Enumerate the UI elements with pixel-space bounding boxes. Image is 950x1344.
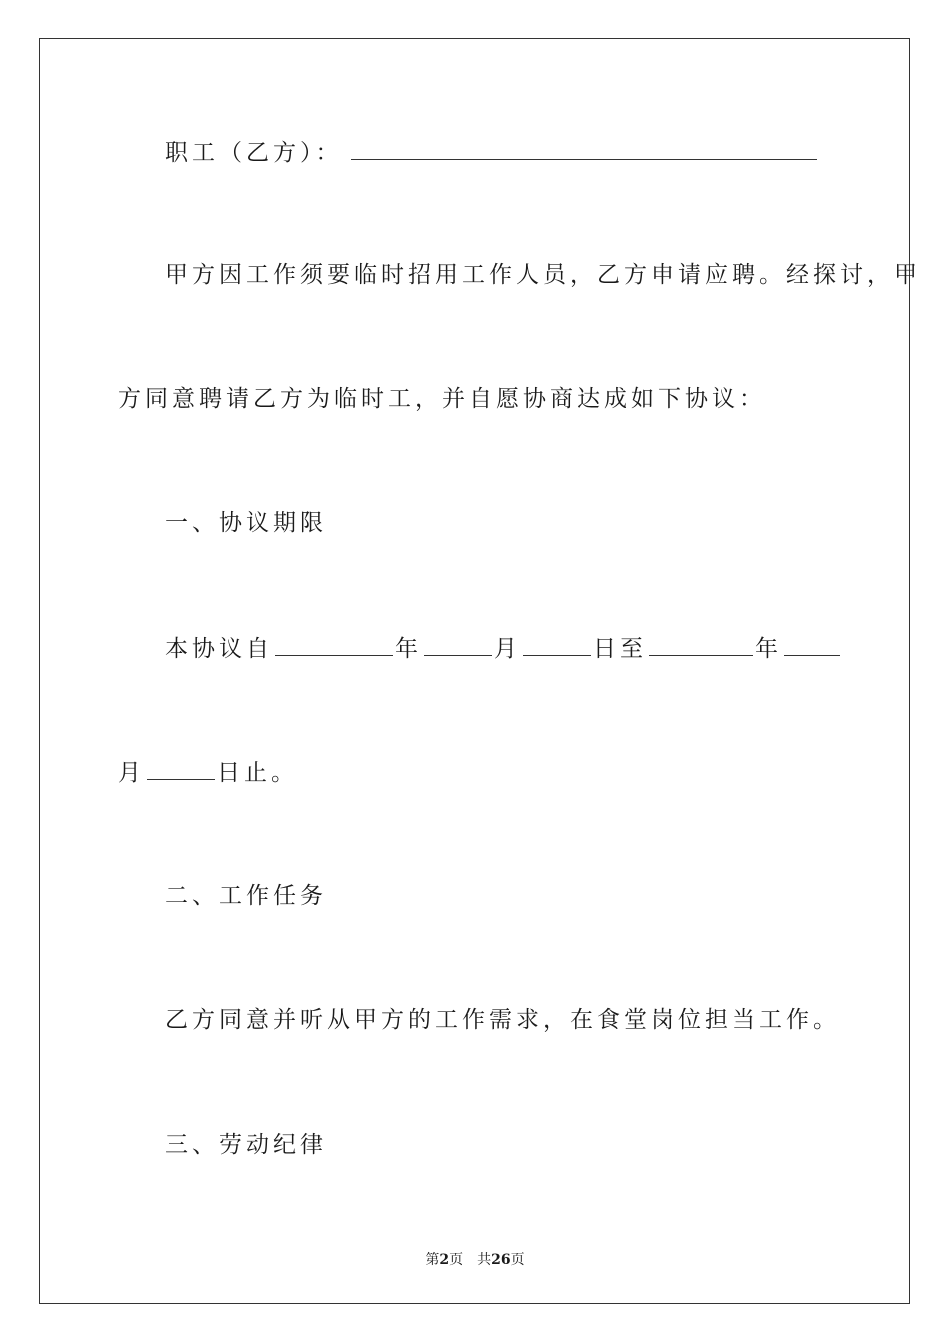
footer-total-pages: 26	[491, 1252, 511, 1268]
term-day-to: 日至	[593, 636, 647, 662]
term-year-1: 年	[395, 636, 422, 662]
term-line-1	[165, 633, 842, 664]
start-day-blank[interactable]	[523, 633, 591, 656]
footer-page-number: 2	[439, 1252, 450, 1268]
end-day-blank[interactable]	[147, 757, 215, 780]
staff-line	[165, 137, 819, 168]
section-1-title: 一、协议期限	[165, 510, 327, 536]
footer-prefix: 第	[425, 1252, 440, 1268]
end-year-blank[interactable]	[649, 633, 753, 656]
term-month-1: 月	[494, 636, 521, 662]
paragraph-1-line-1: 甲方因工作须要临时招用工作人员，乙方申请应聘。经探讨，甲	[165, 262, 921, 288]
term-prefix: 本协议自	[165, 636, 273, 662]
end-month-blank-line1[interactable]	[784, 633, 840, 656]
start-year-blank[interactable]	[275, 633, 393, 656]
section-3-title: 三、劳动纪律	[165, 1132, 327, 1158]
page-footer	[0, 1249, 950, 1269]
term-year-2: 年	[755, 636, 782, 662]
section-2-body: 乙方同意并听从甲方的工作需求，在食堂岗位担当工作。	[165, 1007, 840, 1033]
term-line-2	[118, 757, 298, 788]
footer-mid: 页 共	[449, 1252, 492, 1268]
staff-name-blank[interactable]	[351, 137, 817, 160]
term-month-2: 月	[118, 760, 145, 786]
section-2-title: 二、工作任务	[165, 883, 327, 909]
footer-suffix: 页	[510, 1252, 525, 1268]
start-month-blank[interactable]	[424, 633, 492, 656]
term-day-end: 日止。	[217, 760, 298, 786]
paragraph-1-line-2: 方同意聘请乙方为临时工，并自愿协商达成如下协议：	[118, 386, 766, 412]
page-border	[39, 38, 910, 1304]
staff-label: 职工（乙方）：	[165, 140, 343, 166]
